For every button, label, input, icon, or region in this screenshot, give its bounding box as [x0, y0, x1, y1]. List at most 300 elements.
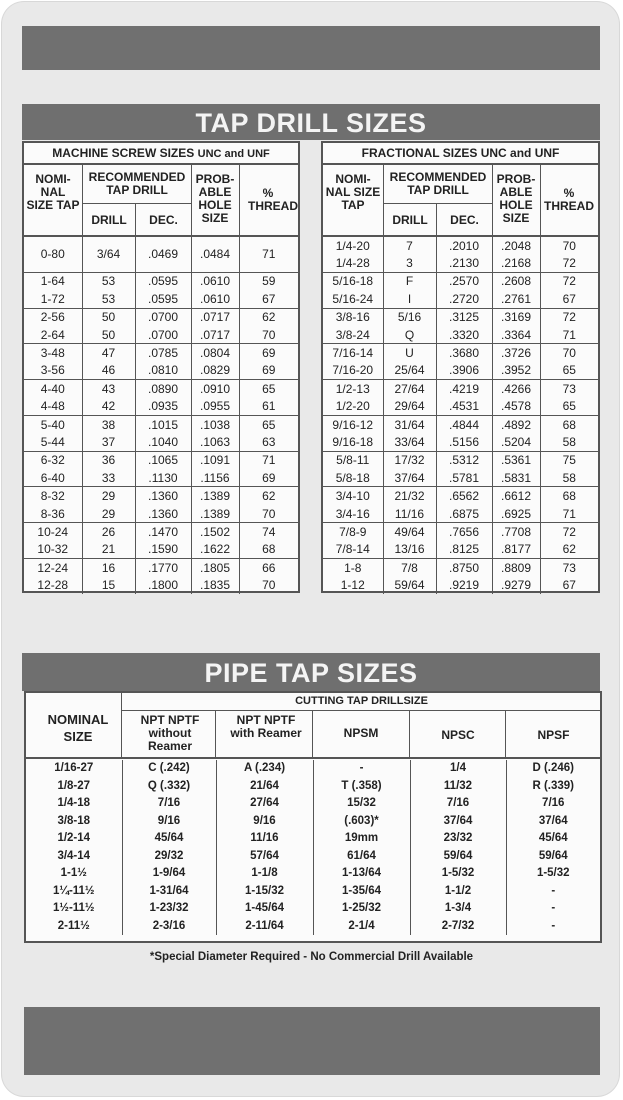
table-cell: 68 [239, 541, 298, 559]
cutting-tap-header: CUTTING TAP DRILLSIZE [295, 695, 428, 707]
table-cell: .3726 [492, 344, 540, 362]
table-cell: .4844 [436, 415, 492, 433]
table-cell: 9/16 [216, 813, 313, 831]
table-cell: .1360 [135, 505, 191, 523]
table-cell: 1-9/64 [122, 865, 216, 883]
col-npt-without: NPT NPTF without Reamer [140, 713, 200, 753]
table-row [323, 272, 598, 290]
table-cell: 5/8-11 [323, 451, 383, 469]
table-row [24, 487, 298, 505]
table-cell: 3/8-18 [26, 813, 122, 831]
table-cell: 1-3/4 [410, 900, 506, 918]
table-cell: 61 [239, 398, 298, 416]
table-cell: .0955 [191, 398, 239, 416]
table-cell: .1800 [135, 576, 191, 593]
table-cell: 59/64 [538, 849, 568, 862]
table-cell: .4266 [492, 380, 540, 398]
table-cell: - [313, 760, 410, 778]
table-cell: 29/64 [383, 398, 436, 416]
table-row [323, 576, 598, 593]
table-cell: .4578 [492, 398, 540, 416]
table-cell: 1/16-27 [26, 760, 122, 778]
table-cell: 62 [262, 489, 276, 504]
table-cell: 3/4-10 [323, 487, 383, 505]
table-cell: F [383, 272, 436, 290]
tap-drill-title: TAP DRILL SIZES [22, 104, 600, 140]
table-cell: 67 [562, 578, 576, 593]
table-cell: 68 [562, 489, 576, 504]
table-cell: .6612 [492, 487, 540, 505]
table-row [26, 848, 600, 866]
table-cell: .1063 [191, 433, 239, 451]
col-npsc: NPSC [441, 728, 475, 742]
table-cell: 21/32 [383, 487, 436, 505]
table-cell: 1-45/64 [216, 900, 313, 918]
table-cell: 7/16-14 [323, 344, 383, 362]
table-cell: 1/4-28 [323, 254, 383, 272]
table-cell: 70 [562, 346, 576, 361]
table-cell: 1-5/32 [536, 867, 570, 879]
table-cell: 49/64 [383, 523, 436, 541]
table-cell: .2608 [492, 272, 540, 290]
col-npt-with: NPT NPTF with Reamer [230, 713, 302, 740]
table-cell: .8809 [492, 559, 540, 577]
table-cell: .0785 [135, 344, 191, 362]
table-row [323, 308, 598, 326]
machine-screw-table [22, 141, 300, 593]
table-cell: .4531 [436, 398, 492, 416]
table-cell: 47 [82, 344, 135, 362]
table-cell: 8-32 [24, 487, 82, 505]
table-cell: 67 [540, 290, 598, 308]
table-row [24, 451, 298, 469]
table-cell: 46 [82, 362, 135, 380]
table-cell: .1015 [135, 415, 191, 433]
table-row [323, 362, 598, 380]
col-npsf: NPSF [537, 728, 570, 742]
table-cell: - [551, 902, 556, 914]
table-row [24, 576, 298, 593]
table-cell: 1-1/2 [410, 883, 506, 901]
table-cell: .1389 [191, 487, 239, 505]
fractional-title: FRACTIONAL SIZES UNC and UNF [361, 146, 560, 160]
table-cell: .0610 [191, 272, 239, 290]
table-cell: 45/64 [122, 830, 216, 848]
table-cell: .6875 [436, 505, 492, 523]
table-cell: 66 [262, 560, 276, 575]
table-cell: 65 [540, 362, 598, 380]
table-cell: .1389 [191, 505, 239, 523]
table-cell: U [383, 344, 436, 362]
table-cell: 71 [262, 453, 276, 468]
table-cell: 13/16 [383, 541, 436, 559]
table-cell: .0700 [135, 308, 191, 326]
table-cell: 50 [82, 308, 135, 326]
machine-column-headers [24, 165, 298, 237]
table-row [323, 487, 598, 505]
table-row [24, 415, 298, 433]
table-row [26, 760, 600, 778]
table-row [24, 237, 298, 272]
table-cell: 36 [82, 451, 135, 469]
table-cell: 37 [82, 433, 135, 451]
table-cell: 50 [82, 326, 135, 344]
table-cell: 9/16 [122, 813, 216, 831]
table-cell: 70 [239, 326, 298, 344]
fractional-rows [323, 237, 598, 594]
machine-screw-rows [24, 237, 298, 594]
table-cell: 4-40 [24, 380, 82, 398]
table-cell: .3680 [436, 344, 492, 362]
table-cell: 68 [562, 417, 576, 432]
table-cell: 1-35/64 [313, 883, 410, 901]
table-cell: .1805 [191, 559, 239, 577]
table-cell: 1¼-11½ [26, 883, 122, 901]
table-row [323, 254, 598, 272]
table-cell: .5156 [436, 433, 492, 451]
table-cell: 1-15/32 [216, 883, 313, 901]
table-cell: 69 [239, 362, 298, 380]
table-row [24, 308, 298, 326]
table-cell: 1-12 [323, 576, 383, 593]
table-cell: 53 [82, 272, 135, 290]
table-cell: 29 [82, 505, 135, 523]
table-row [24, 398, 298, 416]
table-cell: 38 [82, 415, 135, 433]
table-cell: 7/16-20 [323, 362, 383, 380]
table-cell: .1065 [135, 451, 191, 469]
table-cell: 70 [562, 238, 576, 253]
table-cell: 1/4 [410, 760, 506, 778]
table-row [26, 900, 600, 918]
table-cell: 17/32 [383, 451, 436, 469]
table-row [26, 795, 600, 813]
fractional-column-headers [323, 165, 598, 237]
table-cell: 2-11½ [26, 918, 122, 936]
table-cell: .6925 [492, 505, 540, 523]
table-cell: 29/32 [122, 848, 216, 866]
table-cell: 72 [562, 274, 576, 289]
table-cell: 5-40 [24, 415, 82, 433]
table-row [26, 778, 600, 796]
table-row [24, 541, 298, 559]
table-row [323, 451, 598, 469]
table-cell: .1622 [191, 541, 239, 559]
table-cell: .2761 [492, 290, 540, 308]
table-cell: .0484 [191, 237, 239, 272]
table-cell: 62 [262, 310, 276, 325]
table-cell: 69 [262, 346, 276, 361]
table-cell: .0717 [191, 308, 239, 326]
table-cell: .9219 [436, 576, 492, 593]
table-cell: 3-48 [24, 344, 82, 362]
table-cell: 5-44 [24, 433, 82, 451]
table-row [24, 362, 298, 380]
table-cell: .2720 [436, 290, 492, 308]
table-cell: 4-48 [24, 398, 82, 416]
table-cell: 5/16 [383, 308, 436, 326]
table-row [24, 326, 298, 344]
fractional-table [321, 141, 600, 593]
table-row [323, 469, 598, 487]
table-cell: 1½-11½ [26, 900, 122, 918]
table-cell: 74 [262, 524, 276, 539]
table-cell: C (.242) [122, 760, 216, 778]
table-cell: .2130 [436, 254, 492, 272]
table-row [323, 505, 598, 523]
table-cell: 1/8-27 [26, 778, 122, 796]
pipe-column-headers [26, 693, 600, 759]
table-cell: .3169 [492, 308, 540, 326]
col-thread: % THREAD [248, 186, 298, 213]
table-row [323, 541, 598, 559]
table-cell: (.603)* [313, 813, 410, 831]
table-cell: .0610 [191, 290, 239, 308]
col-drill: DRILL [392, 213, 428, 227]
table-cell: 72 [540, 254, 598, 272]
col-nominal: NOMINAL SIZE [47, 712, 109, 744]
table-row [26, 918, 600, 936]
table-cell: 3/8-24 [323, 326, 383, 344]
table-cell: .1040 [135, 433, 191, 451]
table-cell: 6-40 [24, 469, 82, 487]
col-nominal-size: NOMI- NAL SIZE TAP [325, 172, 381, 212]
table-cell: .0717 [191, 326, 239, 344]
table-cell: 1-72 [24, 290, 82, 308]
table-cell: .1835 [191, 576, 239, 593]
table-cell: 7/16 [122, 795, 216, 813]
table-cell: 10-32 [24, 541, 82, 559]
table-cell: .1130 [135, 469, 191, 487]
table-row [26, 865, 600, 883]
table-cell: 1-31/64 [122, 883, 216, 901]
table-row [24, 559, 298, 577]
col-dec: DEC. [450, 213, 479, 227]
table-cell: .0890 [135, 380, 191, 398]
table-cell: 1-25/32 [313, 900, 410, 918]
table-cell: 65 [262, 417, 276, 432]
table-cell: .1590 [135, 541, 191, 559]
table-cell: 1-23/32 [122, 900, 216, 918]
table-cell: 12-28 [24, 576, 82, 593]
machine-screw-title: MACHINE SCREW SIZES [52, 146, 195, 160]
table-cell: 71 [540, 326, 598, 344]
table-cell: 37/64 [383, 469, 436, 487]
table-cell: 72 [562, 524, 576, 539]
table-cell: 70 [262, 578, 276, 593]
table-cell: 2-64 [24, 326, 82, 344]
table-cell: .3364 [492, 326, 540, 344]
table-cell: 3/4-16 [323, 505, 383, 523]
col-dec: DEC. [149, 213, 178, 227]
table-cell: 3-56 [24, 362, 82, 380]
table-cell: .3125 [436, 308, 492, 326]
table-cell: 21/64 [216, 778, 313, 796]
table-cell: .2570 [436, 272, 492, 290]
table-cell: .2168 [492, 254, 540, 272]
table-cell: .0595 [135, 290, 191, 308]
table-cell: 70 [239, 505, 298, 523]
table-cell: .3906 [436, 362, 492, 380]
table-cell: .1470 [135, 523, 191, 541]
table-cell: 61/64 [313, 848, 410, 866]
table-cell: .0595 [135, 272, 191, 290]
table-cell: 15 [82, 576, 135, 593]
table-cell: 72 [562, 310, 576, 325]
table-cell: .5831 [492, 469, 540, 487]
table-cell: 8-36 [24, 505, 82, 523]
table-cell: 42 [82, 398, 135, 416]
table-cell: 31/64 [383, 415, 436, 433]
table-cell: 71 [540, 505, 598, 523]
table-cell: 65 [262, 381, 276, 396]
col-probable: PROB- ABLE HOLE SIZE [496, 172, 536, 225]
table-cell: .2010 [436, 237, 492, 254]
col-nominal-size: NOMI- NAL SIZE TAP [26, 172, 80, 212]
table-cell: .7656 [436, 523, 492, 541]
table-cell: 53 [82, 290, 135, 308]
table-cell: 11/16 [383, 505, 436, 523]
table-cell: .8177 [492, 541, 540, 559]
table-cell: 3/64 [82, 237, 135, 272]
table-cell: 11/16 [216, 830, 313, 848]
table-cell: 9/16-12 [323, 415, 383, 433]
table-cell: 9/16-18 [323, 433, 383, 451]
table-cell: 37/64 [538, 814, 568, 827]
table-cell: I [383, 290, 436, 308]
table-cell: 5/8-18 [323, 469, 383, 487]
table-row [323, 415, 598, 433]
table-cell: 2-3/16 [122, 918, 216, 936]
table-cell: 21 [82, 541, 135, 559]
table-cell: 16 [82, 559, 135, 577]
table-cell: 1-1/8 [216, 865, 313, 883]
table-cell: 27/64 [216, 795, 313, 813]
table-cell: 7/16 [410, 795, 506, 813]
pipe-tap-table [24, 691, 602, 943]
table-cell: 58 [540, 469, 598, 487]
table-cell: 10-24 [24, 523, 82, 541]
table-cell: 1/2-13 [323, 380, 383, 398]
table-cell: 26 [82, 523, 135, 541]
table-cell: 57/64 [216, 848, 313, 866]
table-cell: .1038 [191, 415, 239, 433]
table-cell: 25/64 [383, 362, 436, 380]
table-cell: 3/4-14 [26, 848, 122, 866]
table-cell: 63 [239, 433, 298, 451]
table-cell: 59/64 [383, 576, 436, 593]
table-cell: 27/64 [383, 380, 436, 398]
table-cell: .0804 [191, 344, 239, 362]
table-cell: Q (.332) [122, 778, 216, 796]
table-cell: 3/8-16 [323, 308, 383, 326]
table-row [24, 523, 298, 541]
table-cell: 5/16-18 [323, 272, 383, 290]
table-cell: - [551, 884, 556, 897]
table-row [26, 830, 600, 848]
table-cell: 6-32 [24, 451, 82, 469]
table-cell: 58 [540, 433, 598, 451]
table-cell: 2-11/64 [216, 918, 313, 936]
table-cell: 7/8-14 [323, 541, 383, 559]
table-cell: .0829 [191, 362, 239, 380]
table-cell: 3 [383, 254, 436, 272]
table-row [24, 344, 298, 362]
table-row [26, 813, 600, 831]
table-row [26, 883, 600, 901]
table-row [323, 237, 598, 254]
table-cell: .1502 [191, 523, 239, 541]
table-cell: 1/4-18 [26, 795, 122, 813]
table-cell: .8750 [436, 559, 492, 577]
table-cell: .5781 [436, 469, 492, 487]
table-row [24, 469, 298, 487]
table-cell: 73 [562, 560, 576, 575]
table-cell: .5204 [492, 433, 540, 451]
table-cell: 59/64 [410, 848, 506, 866]
table-cell: 67 [239, 290, 298, 308]
bottom-band [24, 1007, 600, 1075]
table-cell: A (.234) [216, 760, 313, 778]
table-cell: .1091 [191, 451, 239, 469]
table-row [24, 380, 298, 398]
table-cell: .5361 [492, 451, 540, 469]
col-recommended: RECOMMENDED TAP DRILL [88, 170, 186, 197]
table-cell: 1-8 [323, 559, 383, 577]
table-cell: 7/8 [383, 559, 436, 577]
table-cell: 7/8-9 [323, 523, 383, 541]
table-cell: 15/32 [313, 795, 410, 813]
table-cell: 1-1½ [26, 865, 122, 883]
table-cell: 1/2-20 [323, 398, 383, 416]
table-row [24, 272, 298, 290]
table-cell: 37/64 [410, 813, 506, 831]
table-cell: .3952 [492, 362, 540, 380]
table-row [323, 344, 598, 362]
col-probable: PROB- ABLE HOLE SIZE [195, 172, 235, 225]
table-cell: 33 [82, 469, 135, 487]
table-cell: 2-7/32 [410, 918, 506, 936]
table-row [323, 398, 598, 416]
table-cell: .0700 [135, 326, 191, 344]
table-cell: 69 [239, 469, 298, 487]
machine-screw-header [24, 143, 298, 165]
table-cell: 0-80 [24, 237, 82, 272]
table-cell: 33/64 [383, 433, 436, 451]
table-cell: 71 [239, 237, 298, 272]
table-cell: 43 [82, 380, 135, 398]
table-cell: 62 [540, 541, 598, 559]
table-cell: 7 [383, 237, 436, 254]
fractional-header [323, 143, 598, 165]
table-cell: .8125 [436, 541, 492, 559]
table-cell: 2-56 [24, 308, 82, 326]
table-cell: 12-24 [24, 559, 82, 577]
table-cell: .0810 [135, 362, 191, 380]
table-cell: .5312 [436, 451, 492, 469]
table-cell: .0469 [135, 237, 191, 272]
table-cell: .3320 [436, 326, 492, 344]
table-cell: .0910 [191, 380, 239, 398]
table-cell: .0935 [135, 398, 191, 416]
footnote: *Special Diameter Required - No Commercial Drill Available [149, 951, 474, 963]
table-cell: .1360 [135, 487, 191, 505]
table-cell: .2048 [492, 237, 540, 254]
table-row [323, 290, 598, 308]
table-cell: D (.246) [532, 762, 575, 774]
table-cell: 11/32 [410, 778, 506, 796]
table-cell: 29 [82, 487, 135, 505]
